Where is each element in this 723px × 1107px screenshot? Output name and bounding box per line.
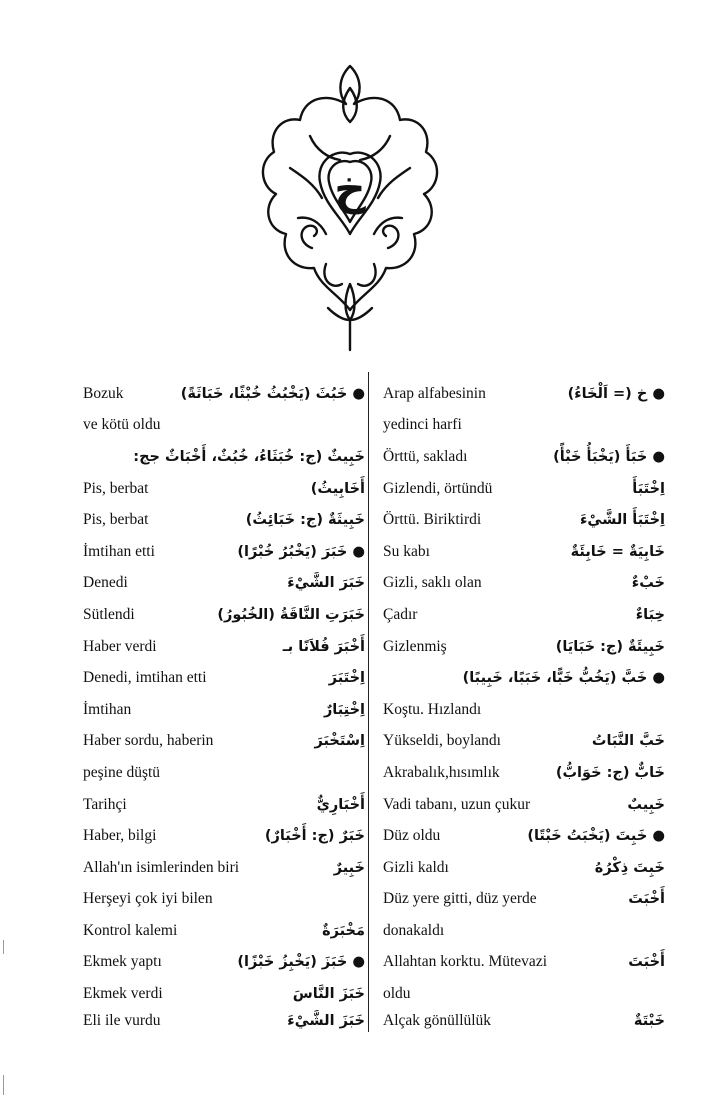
dictionary-entry [83,852,365,884]
dictionary-entry [383,915,665,947]
dictionary-entry [83,789,365,821]
turkish-meaning: Pis, berbat [83,511,149,529]
right-column [383,378,665,1032]
arabic-headword: ● خ (= اَلْخَاءُ) [567,385,665,402]
dictionary-entry [383,631,665,663]
turkish-meaning: Yükseldi, boylandı [383,732,501,750]
turkish-meaning: ve kötü oldu [83,416,161,434]
arabic-headword: خَبِيبٌ [627,796,665,813]
dictionary-entry [383,789,665,821]
turkish-meaning: Allah'ın isimlerinden biri [83,858,240,876]
arabic-headword: اِخْتَبَرَ [328,670,365,687]
arabic-headword: ● خَبِتَ (يَخْبَتُ خَبْتًا) [527,828,665,845]
dictionary-entry [83,568,365,600]
arabic-headword: خَبِيثَةٌ (ج: خَبَائِثُ) [245,512,365,529]
dictionary-entry [383,441,665,473]
dictionary-entry [383,978,665,1010]
arabic-headword: خَبَزَ النَّاسَ [292,986,365,1003]
arabic-headword: خَبِيئَةٌ (ج: خَبَايَا) [555,638,665,655]
dictionary-entry [383,536,665,568]
dictionary-entry [83,473,365,505]
turkish-meaning: Haber verdi [83,637,157,655]
dictionary-entry [383,820,665,852]
arabic-headword: اِسْتَخْبَرَ [314,733,365,750]
turkish-meaning: peşine düştü [83,763,161,781]
turkish-meaning: Koştu. Hızlandı [383,700,482,718]
arabic-headword: خَابِيَةٌ = خَابِئَةٌ [570,543,665,560]
turkish-meaning: Gizlenmiş [383,637,447,655]
dictionary-entry [83,378,365,410]
turkish-meaning: Haber sordu, haberin [83,732,214,750]
dictionary-entry [83,726,365,758]
dictionary-entry [83,1010,365,1032]
arabic-headword: أَخَابِيثُ) [310,480,365,497]
dictionary-entry [83,978,365,1010]
turkish-meaning: Denedi [83,574,128,592]
turkish-meaning: Gizli, saklı olan [383,574,482,592]
turkish-meaning: Akrabalık,hısımlık [383,763,500,781]
turkish-meaning: Haber, bilgi [83,827,157,845]
turkish-meaning: Pis, berbat [83,479,149,497]
dictionary-entry [383,1010,665,1032]
turkish-meaning: donakaldı [383,921,445,939]
dictionary-entry [383,378,665,410]
turkish-meaning: Düz yere gitti, düz yerde [383,890,537,908]
turkish-meaning: İmtihan etti [83,542,155,560]
left-column [83,378,365,1032]
dictionary-entry [83,536,365,568]
turkish-meaning: Sütlendi [83,605,135,623]
turkish-meaning: oldu [383,985,411,1003]
arabic-headword: خَبَرَتِ النَّاقَةُ (الخُبُورُ) [217,606,365,623]
arabic-headword: أَخْبَارِيٌّ [316,796,365,813]
turkish-meaning: Tarihçi [83,795,127,813]
turkish-meaning: Çadır [383,605,418,623]
arabic-headword: خَبْءٌ [631,575,665,592]
arabic-headword: اِخْتَبَأَ [632,480,665,497]
dictionary-entry [83,631,365,663]
turkish-meaning: Ekmek verdi [83,985,163,1003]
arabic-headword: خَبِتَ ذِكْرُهُ [594,859,665,876]
arabic-headword: خَابٌّ (ج: خَوَابُّ) [555,764,665,781]
arabic-headword: خَبَزَ الشَّيْءَ [287,1012,365,1029]
dictionary-entry [83,820,365,852]
turkish-meaning: Herşeyi çok iyi bilen [83,890,213,908]
arabic-headword: اِخْتَبَأَ الشَّيْءَ [579,512,665,529]
dictionary-entry [383,884,665,916]
dictionary-entry [383,694,665,726]
arabic-headword: ● خَبُثَ (يَخْبُثُ خُبْثًا، خَبَاثَةً) [180,385,365,402]
arabic-headword: خَبَرَ الشَّيْءَ [287,575,365,592]
scan-edge-mark [3,1075,4,1095]
dictionary-entry [383,947,665,979]
turkish-meaning: Su kabı [383,542,430,560]
turkish-meaning: Kontrol kalemi [83,921,178,939]
arabic-headword: مَخْبَرَةٌ [322,922,365,939]
arabic-headword: ● خَبَزَ (يَخْبِزُ خَبْزًا) [237,954,365,971]
turkish-meaning: Gizli kaldı [383,858,449,876]
arabic-headword: خَبَّ النَّبَاتُ [591,733,665,750]
dictionary-entry [83,441,365,473]
arabic-headword: أَخْبَتَ [628,954,665,971]
turkish-meaning: yedinci harfi [383,416,462,434]
arabic-headword: ● خَبَأَ (يَخْبَأُ خَبْأً) [553,448,665,465]
turkish-meaning: Eli ile vurdu [83,1011,161,1029]
turkish-meaning: Bozuk [83,384,124,402]
dictionary-entry [383,757,665,789]
dictionary-entry [383,599,665,631]
arabic-headword: خَبِيثٌ (ج: خُبَثَاءُ، خُبُثٌ، أَخْبَاثٌ جج: [133,448,365,465]
dictionary-entry [383,568,665,600]
turkish-meaning: Örttü. Biriktirdi [383,511,482,529]
arabic-headword: أَخْبَتَ [628,891,665,908]
arabic-headword: ● خَبَّ (يَخُبُّ خَبًّا، خَبَبًا، خَبِيبًا) [462,670,665,687]
column-divider [368,372,369,1032]
dictionary-entry [383,473,665,505]
arabic-headword: خَبَرٌ (ج: أَخْبَارٌ) [264,828,365,845]
turkish-meaning: Düz oldu [383,827,441,845]
dictionary-entry [383,852,665,884]
dictionary-entry [83,947,365,979]
arabic-headword: خَبِيرٌ [333,859,365,876]
turkish-meaning: Allahtan korktu. Mütevazi [383,953,547,971]
ornament-frame [250,58,450,358]
turkish-meaning: Vadi tabanı, uzun çukur [383,795,531,813]
dictionary-entry [383,410,665,442]
dictionary-entry [83,884,365,916]
arabic-headword: اِخْتِبَارٌ [323,701,365,718]
dictionary-entry [83,410,365,442]
turkish-meaning: Denedi, imtihan etti [83,669,207,687]
dictionary-entry [83,599,365,631]
arabic-headword: أَخْبَرَ فُلاَنًا بـ [282,638,365,655]
arabic-headword: خَبْتَةٌ [633,1012,665,1029]
dictionary-entry [83,504,365,536]
arabic-headword: خِبَاءٌ [635,606,665,623]
turkish-meaning: İmtihan [83,700,132,718]
ornament-letter: خ [334,164,366,215]
dictionary-entry [83,915,365,947]
dictionary-entry [83,694,365,726]
arabic-headword: ● خَبَرَ (يَخْبُرُ خُبْرًا) [237,543,365,560]
dictionary-entry [83,757,365,789]
scan-edge-mark [3,940,4,954]
turkish-meaning: Örttü, sakladı [383,447,468,465]
dictionary-entry [83,662,365,694]
dictionary-entry [383,504,665,536]
turkish-meaning: Ekmek yaptı [83,953,162,971]
dictionary-entry [383,662,665,694]
turkish-meaning: Alçak gönüllülük [383,1011,492,1029]
turkish-meaning: Gizlendi, örtündü [383,479,493,497]
turkish-meaning: Arap alfabesinin [383,384,486,402]
dictionary-entry [383,726,665,758]
